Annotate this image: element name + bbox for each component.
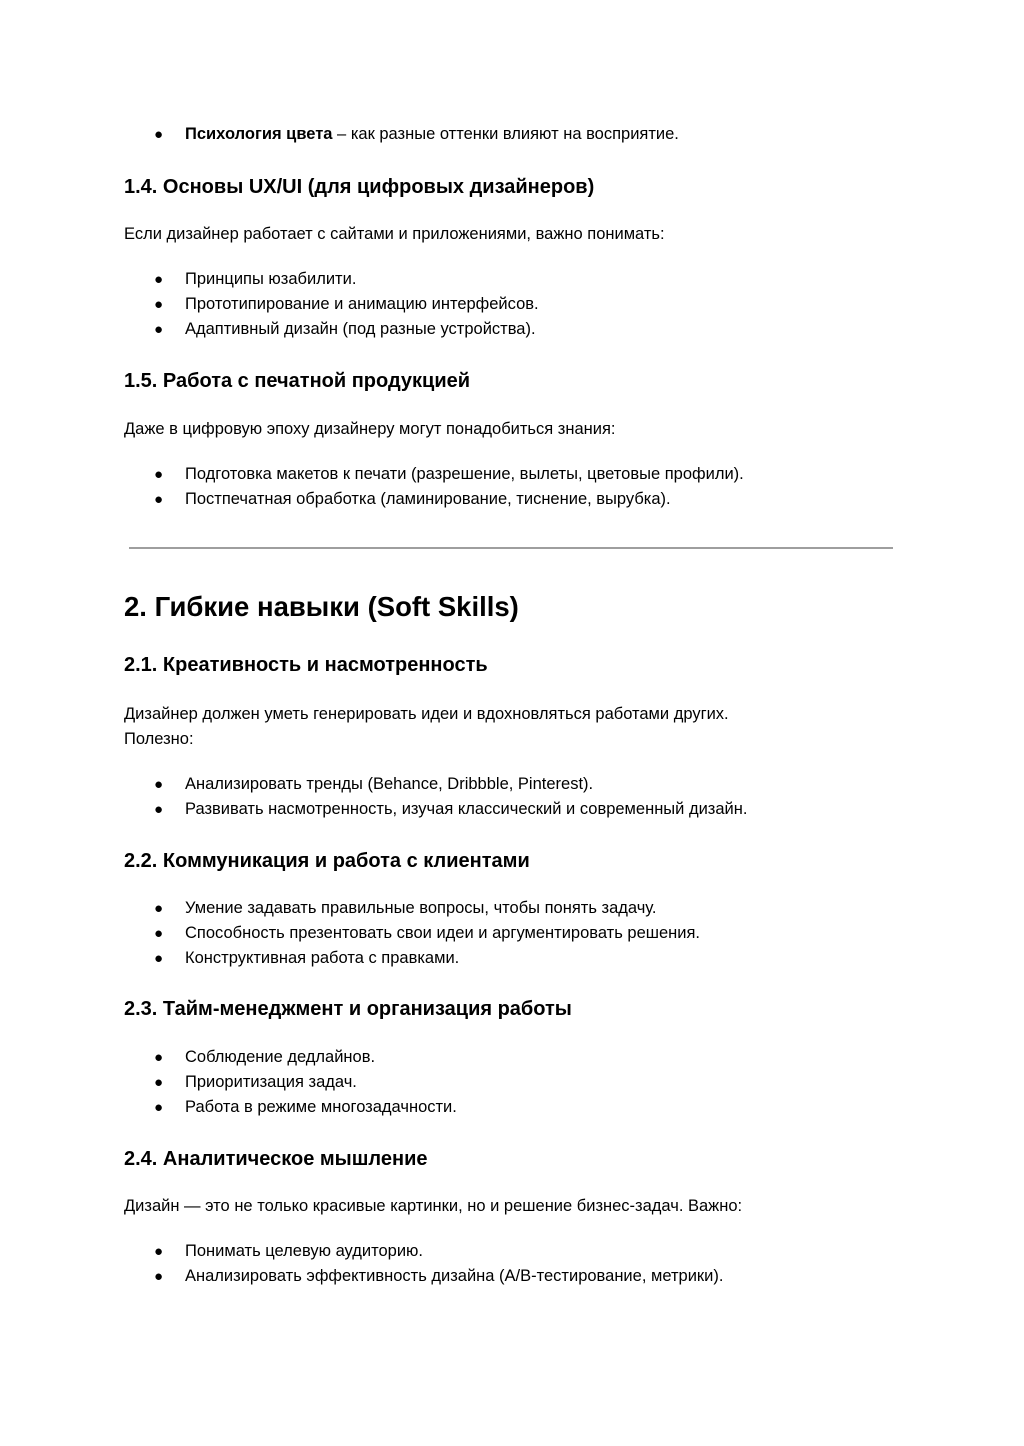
section-paragraph: Если дизайнер работает с сайтами и приложениями, важно понимать: xyxy=(124,225,665,243)
bullet: ● xyxy=(154,1099,164,1116)
section-heading-2-3: 2.3. Тайм-менеджмент и организация работы xyxy=(124,998,572,1020)
bullet: ● xyxy=(154,271,164,288)
bullet: ● xyxy=(154,321,164,338)
list-item xyxy=(124,267,539,292)
list-item xyxy=(124,1070,457,1095)
list-item xyxy=(124,462,744,487)
bold-term: Психология цвета xyxy=(185,125,333,143)
list-item xyxy=(124,1239,723,1264)
section-paragraph: Дизайн — это не только красивые картинки, но и решение бизнес-задач. Важно: xyxy=(124,1197,743,1215)
bullet: ● xyxy=(154,900,164,917)
list-item xyxy=(124,487,744,512)
bullet: ● xyxy=(154,1049,164,1066)
bullet: ● xyxy=(154,466,164,483)
bullet-list xyxy=(124,896,700,971)
list-item xyxy=(124,317,539,342)
chapter-heading-2: 2. Гибкие навыки (Soft Skills) xyxy=(124,591,519,622)
item-text: Принципы юзабилити. xyxy=(185,270,357,288)
item-text: Конструктивная работа с правками. xyxy=(185,949,460,967)
list-item xyxy=(124,772,747,797)
section-heading-1-5: 1.5. Работа с печатной продукцией xyxy=(124,370,471,392)
item-text: Приоритизация задач. xyxy=(185,1073,357,1091)
list-item xyxy=(124,896,700,921)
bullet: ● xyxy=(154,1268,164,1285)
item-text: Анализировать эффективность дизайна (A/B-тестирование, метрики). xyxy=(185,1267,724,1285)
bullet: ● xyxy=(154,776,164,793)
list-item xyxy=(124,921,700,946)
section-heading-2-1: 2.1. Креативность и насмотренность xyxy=(124,654,488,676)
item-text: Постпечатная обработка (ламинирование, тиснение, вырубка). xyxy=(185,490,671,508)
section-paragraph-line: Дизайнер должен уметь генерировать идеи и вдохновляться работами других. xyxy=(124,705,729,723)
item-text: Соблюдение дедлайнов. xyxy=(185,1048,376,1066)
horizontal-divider xyxy=(129,547,893,549)
bullet: ● xyxy=(154,491,164,508)
item-text: Умение задавать правильные вопросы, чтобы понять задачу. xyxy=(185,899,657,917)
item-text: Адаптивный дизайн (под разные устройства). xyxy=(185,320,536,338)
bullet: ● xyxy=(154,801,164,818)
section-heading-1-4: 1.4. Основы UX/UI (для цифровых дизайнеров) xyxy=(124,176,595,198)
intro-list xyxy=(124,122,679,147)
list-item xyxy=(124,122,679,147)
item-text: Подготовка макетов к печати (разрешение, вылеты, цветовые профили). xyxy=(185,465,744,483)
list-item xyxy=(124,946,700,971)
list-item xyxy=(124,292,539,317)
bullet: ● xyxy=(154,1074,164,1091)
bullet: ● xyxy=(154,296,164,313)
list-item xyxy=(124,797,747,822)
bullet-list xyxy=(124,772,747,822)
bullet-list xyxy=(124,1239,723,1289)
item-text: Работа в режиме многозадачности. xyxy=(185,1098,457,1116)
section-paragraph: Даже в цифровую эпоху дизайнеру могут понадобиться знания: xyxy=(124,420,616,438)
item-text: Способность презентовать свои идеи и аргументировать решения. xyxy=(185,924,701,942)
list-item xyxy=(124,1264,723,1289)
item-text: – как разные оттенки влияют на восприятие. xyxy=(332,125,679,143)
item-text: Развивать насмотренность, изучая классический и современный дизайн. xyxy=(185,800,748,818)
bullet: ● xyxy=(154,950,164,967)
item-text: Прототипирование и анимацию интерфейсов. xyxy=(185,295,539,313)
bullet: ● xyxy=(154,1243,164,1260)
list-item xyxy=(124,1095,457,1120)
bullet-list xyxy=(124,267,539,342)
section-heading-2-4: 2.4. Аналитическое мышление xyxy=(124,1148,428,1170)
bullet-list xyxy=(124,1045,457,1120)
list-item xyxy=(124,1045,457,1070)
item-text: Анализировать тренды (Behance, Dribbble, Pinterest). xyxy=(185,775,594,793)
section-paragraph-line: Полезно: xyxy=(124,730,194,748)
bullet: ● xyxy=(154,925,164,942)
bullet-list xyxy=(124,462,744,512)
bullet: ● xyxy=(154,126,164,143)
section-heading-2-2: 2.2. Коммуникация и работа с клиентами xyxy=(124,850,530,872)
item-text: Понимать целевую аудиторию. xyxy=(185,1242,424,1260)
